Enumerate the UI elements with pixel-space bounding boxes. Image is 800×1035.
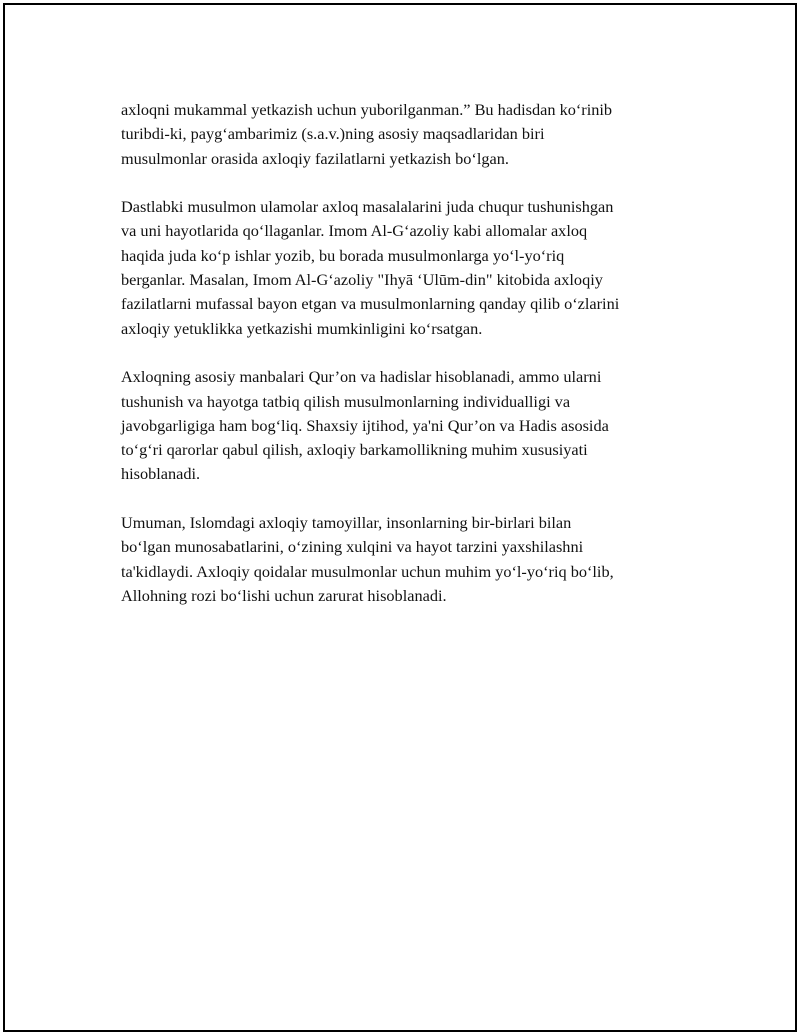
document-body [121, 98, 691, 633]
paragraph-1 [121, 98, 691, 171]
text-line: bo‘lgan munosabatlarini, o‘zining xulqini va hayot tarzini yaxshilashni [121, 537, 584, 557]
text-line: axloqni mukammal yetkazish uchun yuborilganman.” Bu hadisdan ko‘rinib [121, 100, 613, 119]
text-line: ta'kidlaydi. Axloqiy qoidalar musulmonlar uchun muhim yo‘l-yo‘riq bo‘lib, [121, 561, 614, 581]
text-line: to‘g‘ri qarorlar qabul qilish, axloqiy barkamollikning muhim xususiyati [121, 440, 588, 460]
text-line: haqida juda ko‘p ishlar yozib, bu borada musulmonlarga yo‘l-yo‘riq [121, 245, 565, 265]
text-line: Dastlabki musulmon ulamolar axloq masalalarini juda chuqur tushunishgan [121, 197, 614, 217]
paragraph-4 [121, 511, 691, 608]
text-line: berganlar. Masalan, Imom Al-G‘azoliy "Ihyā ‘Ulūm-din" kitobida axloqiy [121, 270, 603, 290]
document-page [3, 3, 797, 1032]
text-line: tushunish va hayotga tatbiq qilish musulmonlarning individualligi va [121, 391, 571, 411]
text-line: hisoblanadi. [121, 464, 201, 484]
text-line: Axloqning asosiy manbalari Qur’on va hadislar hisoblanadi, ammo ularni [121, 367, 602, 387]
text-line: axloqiy yetuklikka yetkazishi mumkinligini ko‘rsatgan. [121, 318, 483, 338]
text-line: javobgarligiga ham bog‘liq. Shaxsiy ijtihod, ya'ni Qur’on va Hadis asosida [121, 415, 609, 435]
text-line: va uni hayotlarida qo‘llaganlar. Imom Al-G‘azoliy kabi allomalar axloq [121, 221, 588, 241]
text-line: musulmonlar orasida axloqiy fazilatlarni yetkazish bo‘lgan. [121, 148, 509, 168]
text-line: Allohning rozi bo‘lishi uchun zarurat hisoblanadi. [121, 585, 447, 605]
text-line: turibdi-ki, payg‘ambarimiz (s.a.v.)ning asosiy maqsadlaridan biri [121, 124, 545, 144]
paragraph-3 [121, 365, 691, 486]
paragraph-2 [121, 195, 691, 341]
text-line: Umuman, Islomdagi axloqiy tamoyillar, insonlarning bir-birlari bilan [121, 513, 572, 533]
text-line: fazilatlarni mufassal bayon etgan va musulmonlarning qanday qilib o‘zlarini [121, 294, 620, 314]
